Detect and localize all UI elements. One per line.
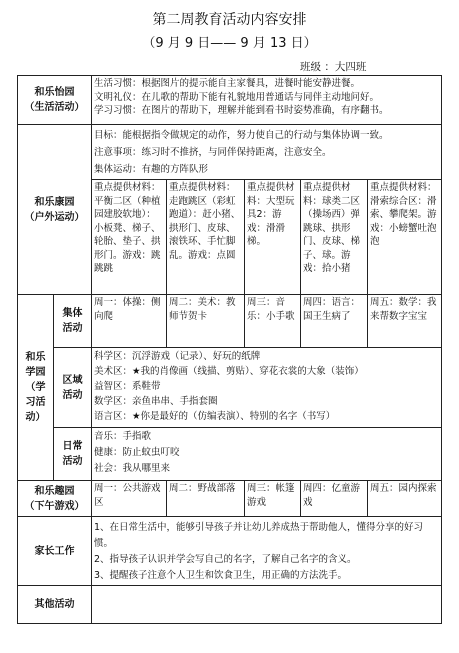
group-day: 周三：音乐：小手歌 xyxy=(245,295,301,348)
parents-section-name: 家长工作 xyxy=(18,517,92,586)
daily-activity-row xyxy=(18,428,442,481)
date-range: （9 月 9 日—— 9 月 13 日） xyxy=(142,36,317,51)
area-line: 科学区：沉浮游戏（记录）、好玩的纸牌 xyxy=(94,351,261,362)
daily-line: 健康：防止蚊虫叮咬 xyxy=(94,447,180,458)
parents-line: 1、在日常生活中，能够引导孩子并让幼儿养成热于帮助他人，懂得分享的好习惯。 xyxy=(94,522,424,549)
area-line: 语言区：★你是最好的（仿编表演）、特别的名字（书写） xyxy=(94,411,336,422)
group-activity-label: 集体 活动 xyxy=(54,295,92,348)
games-day: 周四：亿童游戏 xyxy=(301,481,368,517)
outdoor-goal-line: 集体运动：有趣的方阵队形 xyxy=(94,164,209,175)
schedule-table xyxy=(17,75,442,624)
games-row xyxy=(18,481,442,517)
group-day: 周二：美术：教师节贺卡 xyxy=(167,295,245,348)
outdoor-section-name: 和乐康园 （户外运动） xyxy=(18,125,92,295)
games-section-name: 和乐趣园 （下午游戏） xyxy=(18,481,92,517)
outdoor-zone: 重点提供材料：平衡二区（种植园建胶软地）：小板凳、梯子、轮胎、垫子、拱形门。游戏：跳跳跳 xyxy=(92,180,167,295)
group-day: 周一：体操：侧向爬 xyxy=(92,295,167,348)
parents-line: 3、提醒孩子注意个人卫生和饮食卫生，用正确的方法洗手。 xyxy=(94,570,348,581)
life-row xyxy=(18,76,442,125)
parents-content xyxy=(92,517,442,586)
area-activity-content xyxy=(92,348,442,428)
outdoor-goals-row xyxy=(18,125,442,180)
life-line: 文明礼仪：在儿歌的帮助下能有礼貌地用普通话与同伴主动地问好。 xyxy=(94,91,380,103)
parents-line: 2、指导孩子认识并学会写自己的名字，了解自己名字的含义。 xyxy=(94,554,357,565)
outdoor-goal-line: 注意事项：练习时不推挤，与同伴保持距离，注意安全。 xyxy=(94,147,332,158)
learning-section-name: 和乐 学园 （学 习活 动） xyxy=(18,295,54,481)
life-line: 学习习惯：在图片的帮助下，理解并能到看书时姿势准确，有序翻书。 xyxy=(94,105,389,116)
parents-row xyxy=(18,517,442,586)
daily-line: 音乐：手指歌 xyxy=(94,431,152,442)
daily-activity-label: 日常 活动 xyxy=(54,428,92,481)
games-day: 周五：园内探索 xyxy=(368,481,442,517)
other-content xyxy=(92,586,442,624)
area-line: 益智区：系鞋带 xyxy=(94,381,161,392)
group-day: 周五：数学：我来帮数字宝宝 xyxy=(368,295,442,348)
outdoor-zone: 重点提供材料：滑索综合区：滑索、攀爬架。游戏：小螃蟹吐泡泡 xyxy=(368,180,442,295)
group-activity-row xyxy=(18,295,442,348)
games-day: 周一：公共游戏区 xyxy=(92,481,167,517)
group-day: 周四：语言：国王生病了 xyxy=(301,295,368,348)
area-line: 美术区：★我的肖像画（线描、剪贴）、穿花衣裳的大象（装饰） xyxy=(94,366,364,377)
outdoor-goals xyxy=(92,125,442,180)
outdoor-zone: 重点提供材料：大型玩具2：游戏：滑滑梯。 xyxy=(245,180,301,295)
daily-line: 社会：我从哪里来 xyxy=(94,463,171,474)
outdoor-zone: 重点提供材料：球类二区（操场西）弹跳球、拱形门、皮球、梯子、球。游戏：拾小猪 xyxy=(301,180,368,295)
other-section-name: 其他活动 xyxy=(18,586,92,624)
life-section-name: 和乐怡园 （生活活动） xyxy=(18,76,92,125)
page-title: 第二周教育活动内容安排 xyxy=(152,12,307,28)
other-row xyxy=(18,586,442,624)
outdoor-zone: 重点提供材料：走跑跳区（彩虹跑道）：赶小猪、拱形门、皮球、滚铁环、手忙脚乱。游戏：点圆 xyxy=(167,180,245,295)
area-line: 数学区：亲鱼串串、手指套圈 xyxy=(94,396,218,407)
games-day: 周二：野战部落 xyxy=(167,481,245,517)
outdoor-goal-line: 目标：能根据指令做规定的动作，努力使自己的行动与集体协调一致。 xyxy=(94,130,389,141)
daily-activity-content xyxy=(92,428,442,481)
area-activity-label: 区域 活动 xyxy=(54,348,92,428)
life-content xyxy=(92,76,442,125)
games-day: 周三：帐篷游戏 xyxy=(245,481,301,517)
area-activity-row xyxy=(18,348,442,428)
life-line: 生活习惯：根据图片的提示能自主家餐具，进餐时能安静进餐。 xyxy=(94,78,361,89)
class-label: 班级 ：大四班 xyxy=(300,61,367,73)
